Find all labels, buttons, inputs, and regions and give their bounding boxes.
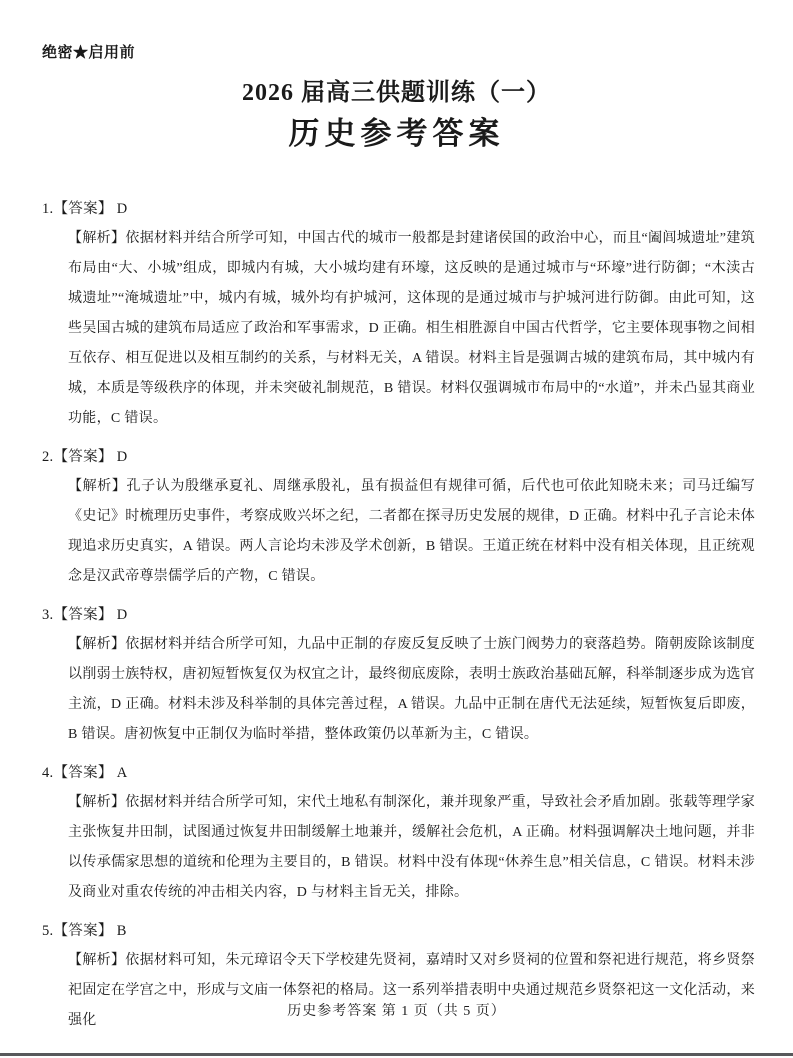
question-5-number: 5.: [42, 923, 54, 939]
question-4-number: 4.: [42, 765, 54, 781]
question-4-analysis-label: 【解析】: [68, 795, 126, 810]
question-1-analysis: [68, 224, 755, 434]
question-1-analysis-text: 依据材料并结合所学可知，中国古代的城市一般都是封建诸侯国的政治中心，而且“阖闾城遗址”建筑布局由“大、小城”组成，即城内有城，大小城均建有环壕，这反映的是通过城市与“环壕”进行防御；“木渎古城遗址”“淹城遗址”中，城内有城，城外均有护城河，这体现的是通过城市与护城河进行防御。由此可知，这些吴国古城的建筑布局适应了政治和军事需求，D 正确。相生相胜源自中国古代哲学，它主要体现事物之间相互依存、相互促进以及相互制约的关系，与材料无关，A 错误。材料主旨是强调古城的建筑布局，其中城内有城，本质是等级秩序的体现，并未突破礼制规范，B 错误。材料仅强调城市布局中的“水道”，并未凸显其商业功能，C 错误。: [68, 231, 755, 426]
question-1-analysis-label: 【解析】: [68, 231, 126, 246]
question-1-answer-value: D: [116, 201, 128, 217]
question-2-analysis: [68, 472, 755, 592]
page-bottom-edge: [0, 1053, 793, 1056]
question-3-analysis-text: 依据材料并结合所学可知，九品中正制的存废反复反映了士族门阀势力的衰落趋势。隋朝废除该制度以削弱士族特权，唐初短暂恢复仅为权宜之计，最终彻底废除，表明士族政治基础瓦解，科举制逐步成为选官主流，D 正确。材料未涉及科举制的具体完善过程，A 错误。九品中正制在唐代无法延续，短暂恢复后即废，B 错误。唐初恢复中正制仅为临时举措，整体政策仍以革新为主，C 错误。: [68, 637, 756, 742]
question-3-number: 3.: [42, 607, 54, 623]
question-4-answer-label: 【答案】: [53, 765, 113, 781]
page-footer: 历史参考答案 第 1 页（共 5 页）: [287, 1004, 506, 1019]
question-3-analysis: [68, 630, 755, 750]
question-2-answer-value: D: [116, 449, 128, 465]
question-2-answer-line: [42, 442, 755, 472]
question-5-analysis-text: 依据材料可知，朱元璋诏令天下学校建先贤祠，嘉靖时又对乡贤祠的位置和祭祀进行规范，将乡贤祭祀固定在学宫之中，形成与文庙一体祭祀的格局。这一系列举措表明中央通过规范乡贤祭祀这一文化活动，来强化: [68, 953, 756, 1028]
question-1-answer-line: [42, 194, 755, 224]
question-2-analysis-text: 孔子认为殷继承夏礼、周继承殷礼，虽有损益但有规律可循，后代也可依此知晓未来；司马迁编写《史记》时梳理历史事件，考察成败兴坏之纪，二者都在探寻历史发展的规律，D 正确。材料中孔子言论未体现追求历史真实，A 错误。两人言论均未涉及学术创新，B 错误。王道正统在材料中没有相关体现，且正统观念是汉武帝尊崇儒学后的产物，C 错误。: [68, 479, 755, 584]
question-3-answer-label: 【答案】: [53, 607, 113, 623]
document-title: 2026 届高三供题训练（一）: [242, 80, 551, 106]
question-2-answer-label: 【答案】: [53, 449, 113, 465]
question-3-answer-value: D: [116, 607, 128, 623]
question-2-number: 2.: [42, 449, 54, 465]
question-3-analysis-label: 【解析】: [68, 637, 126, 652]
question-5-analysis-label: 【解析】: [68, 953, 126, 968]
document-subtitle: 历史参考答案: [288, 116, 505, 151]
question-4-answer-line: [42, 758, 755, 788]
question-1-block: [42, 194, 755, 434]
question-2-block: [42, 442, 755, 592]
question-1-number: 1.: [42, 201, 54, 217]
question-3-answer-line: [42, 600, 755, 630]
question-2-analysis-label: 【解析】: [68, 479, 127, 494]
question-1-answer-label: 【答案】: [53, 201, 113, 217]
question-4-analysis-text: 依据材料并结合所学可知，宋代土地私有制深化，兼并现象严重，导致社会矛盾加剧。张载等理学家主张恢复井田制，试图通过恢复井田制缓解土地兼并，缓解社会危机，A 正确。材料强调解决土地问题，并非以传承儒家思想的道统和伦理为主要目的，B 错误。材料中没有体现“休养生息”相关信息，C 错误。材料未涉及商业对重农传统的冲击相关内容，D 与材料主旨无关，排除。: [68, 795, 756, 900]
security-notice: 绝密★启用前: [42, 45, 136, 61]
question-4-block: [42, 758, 755, 908]
question-5-answer-label: 【答案】: [53, 923, 113, 939]
answers-content: [42, 194, 755, 1036]
question-4-answer-value: A: [116, 765, 128, 781]
question-5-answer-line: [42, 916, 755, 946]
question-4-analysis: [68, 788, 755, 908]
question-3-block: [42, 600, 755, 750]
question-5-answer-value: B: [116, 923, 127, 939]
